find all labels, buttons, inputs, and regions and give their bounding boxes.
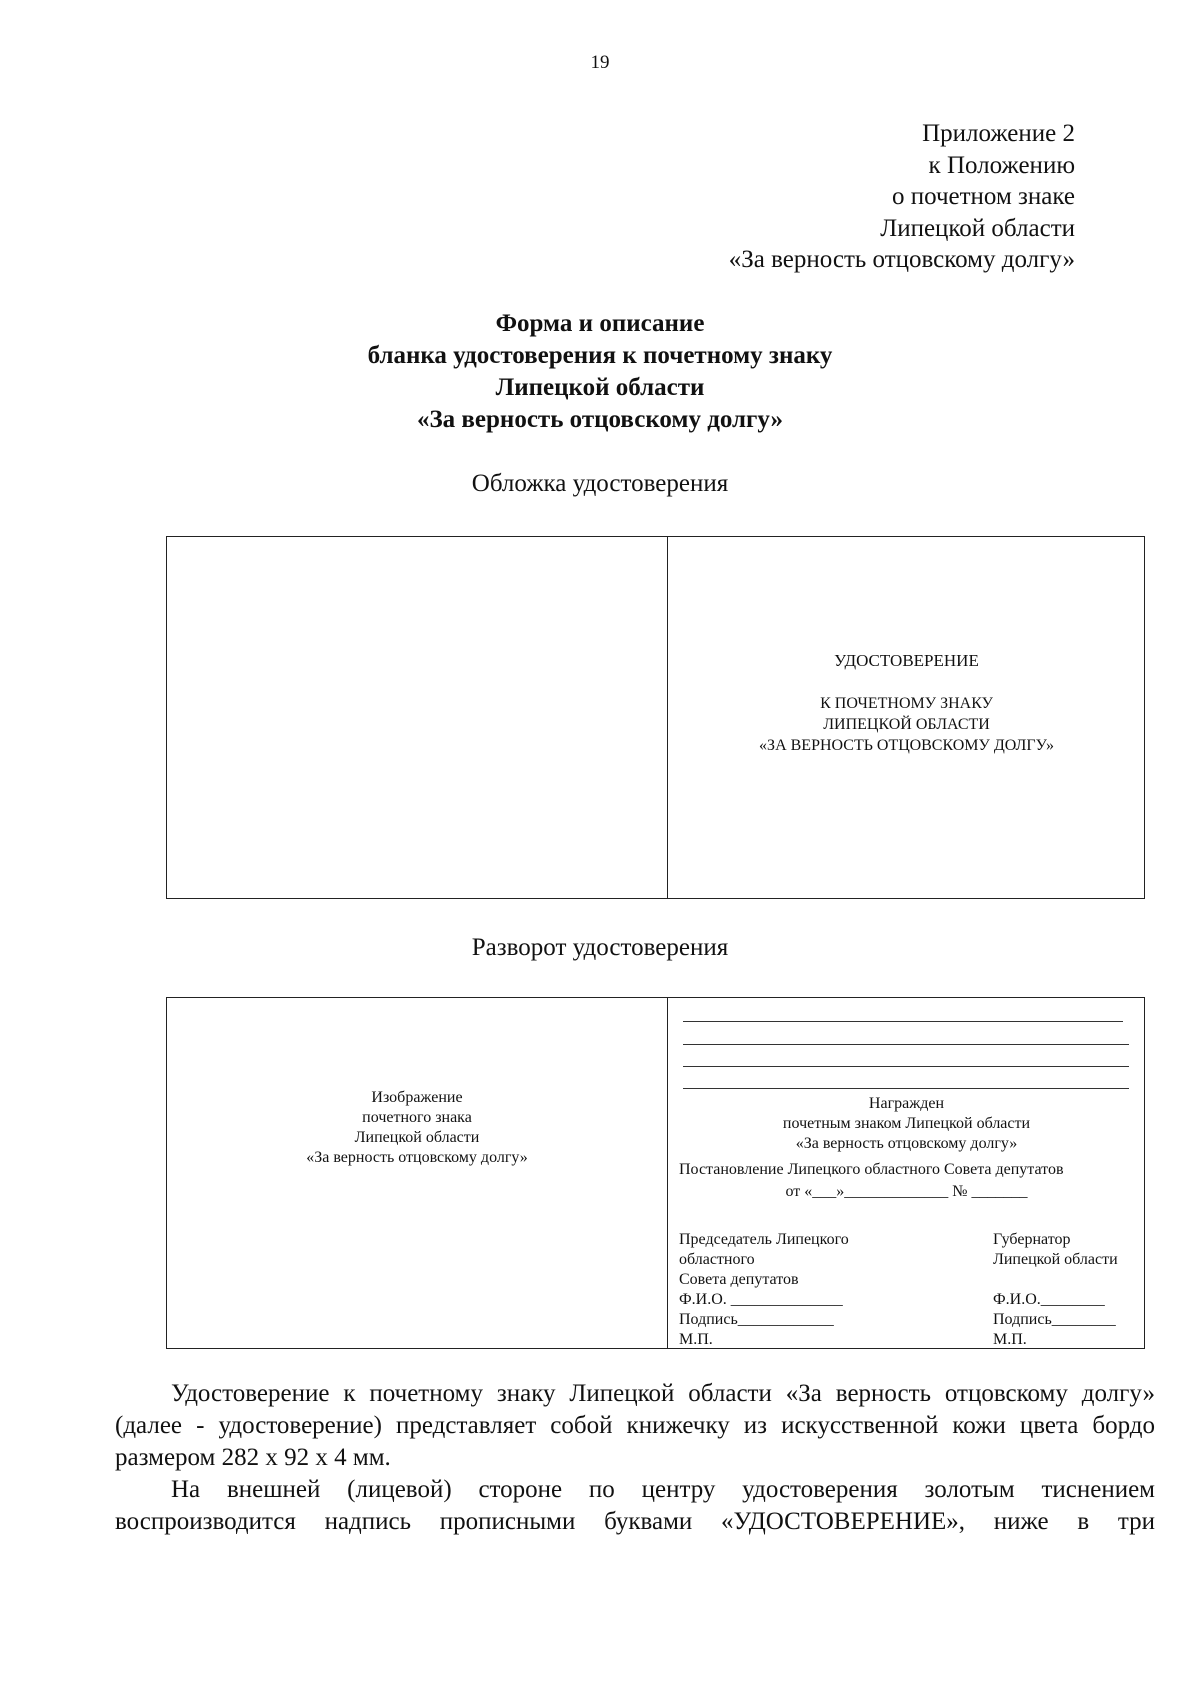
body-text	[115, 1378, 1155, 1538]
title-line: Липецкой области	[495, 374, 705, 401]
chairman-signature-block	[679, 1230, 929, 1350]
governor-line: Липецкой области	[993, 1251, 1118, 1268]
governor-fio: Ф.И.О.________	[993, 1291, 1105, 1308]
body-paragraph: На внешней (лицевой) стороне по центру удостоверения золотым тиснением воспроизводится надпись прописными буквами «УДОСТОВЕРЕНИЕ», ниже в три	[115, 1476, 1155, 1535]
name-blank-line	[683, 1021, 1123, 1022]
chairman-stamp: М.П.	[679, 1331, 713, 1348]
appendix-line: Липецкой области	[880, 214, 1075, 242]
governor-stamp: М.П.	[993, 1331, 1027, 1348]
governor-signature: Подпись________	[993, 1311, 1116, 1328]
image-block-line: Изображение	[371, 1089, 463, 1106]
resolution-date-line: от «___»_____________ № _______	[785, 1183, 1028, 1200]
chairman-line: областного	[679, 1251, 755, 1268]
cover-text	[669, 693, 1144, 756]
governor-line: Губернатор	[993, 1231, 1071, 1248]
award-line: почетным знаком Липецкой области	[782, 1115, 1031, 1132]
chairman-line: Председатель Липецкого	[679, 1231, 849, 1248]
resolution-text: Постановление Липецкого областного Совета депутатов	[679, 1161, 1064, 1178]
image-block-line: почетного знака	[362, 1109, 472, 1126]
image-block-line: «За верность отцовскому долгу»	[306, 1149, 528, 1166]
cover-panel	[166, 536, 1145, 899]
cover-line: ЛИПЕЦКОЙ ОБЛАСТИ	[823, 716, 990, 733]
name-blank-line	[683, 1088, 1129, 1089]
spread-panel	[166, 997, 1145, 1349]
chairman-line: Совета депутатов	[679, 1271, 799, 1288]
page-number: 19	[590, 52, 610, 73]
chairman-fio: Ф.И.О. ______________	[679, 1291, 843, 1308]
spacer	[993, 1270, 1143, 1290]
cover-caption: Обложка удостоверения	[471, 470, 729, 497]
cover-fold-divider	[667, 537, 668, 898]
title-line: Форма и описание	[495, 310, 705, 337]
governor-signature-block	[993, 1230, 1143, 1350]
title-line: бланка удостоверения к почетному знаку	[367, 342, 833, 369]
title-line: «За верность отцовскому долгу»	[416, 406, 784, 433]
name-blank-line	[683, 1066, 1129, 1067]
badge-image-placeholder	[167, 1088, 667, 1168]
spread-caption: Разворот удостоверения	[471, 934, 729, 961]
award-text	[669, 1094, 1144, 1154]
appendix-line: «За верность отцовскому долгу»	[728, 246, 1075, 273]
cover-line: «ЗА ВЕРНОСТЬ ОТЦОВСКОМУ ДОЛГУ»	[759, 737, 1054, 754]
chairman-signature: Подпись____________	[679, 1311, 834, 1328]
appendix-line: о почетном знаке	[891, 183, 1075, 210]
document-title	[0, 308, 1200, 436]
body-paragraph: Удостоверение к почетному знаку Липецкой области «За верность отцовскому долгу» (далее - удостоверение) представляет собой книжечку из искусственной кожи цвета бордо размером 282 х 92 х 4 мм.	[115, 1380, 1155, 1471]
appendix-line: Приложение 2	[922, 120, 1075, 147]
award-line: «За верность отцовскому долгу»	[795, 1135, 1018, 1152]
spread-fold-divider	[667, 998, 668, 1348]
cover-line: К ПОЧЕТНОМУ ЗНАКУ	[820, 695, 993, 712]
appendix-line: к Положению	[928, 151, 1075, 179]
cover-heading: УДОСТОВЕРЕНИЕ	[834, 651, 979, 670]
image-block-line: Липецкой области	[354, 1129, 480, 1146]
name-blank-line	[683, 1044, 1129, 1045]
appendix-header	[729, 118, 1075, 276]
awarded-label: Награжден	[868, 1095, 945, 1112]
